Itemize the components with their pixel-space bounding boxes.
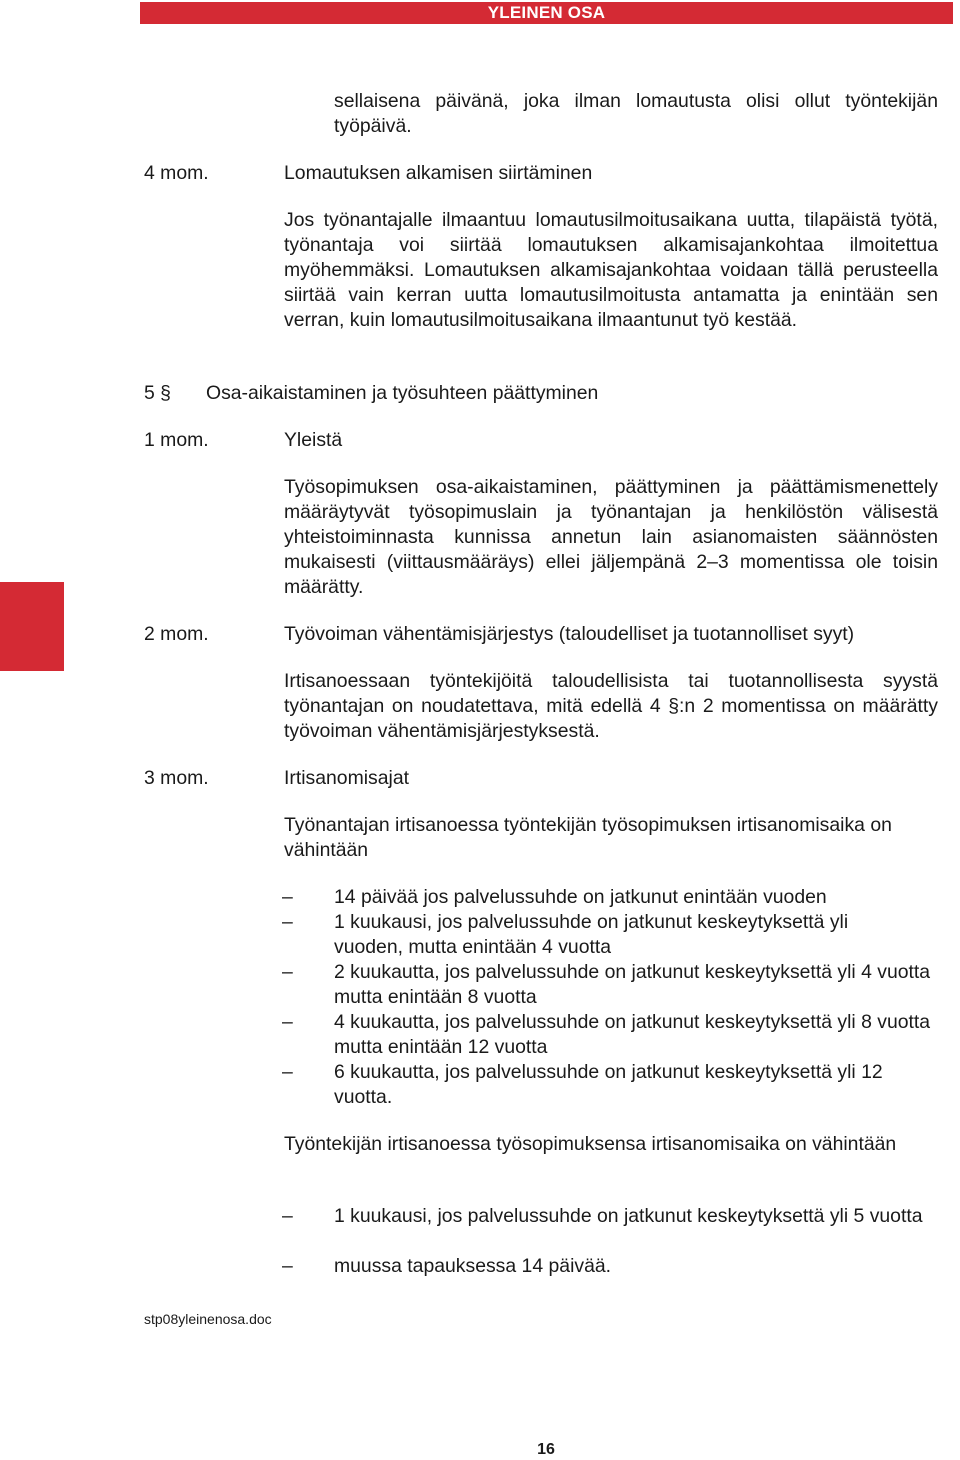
- list-dash: –: [282, 1255, 293, 1277]
- employer-notice-item: 14 päivää jos palvelussuhde on jatkunut enintään vuoden: [334, 886, 827, 908]
- list-dash: –: [282, 886, 293, 908]
- mom2-body: Irtisanoessaan työntekijöitä taloudellisista tai tuotannollisesta syystä työnantajan on noudatettava, mitä edellä 4 §:n 2 momentissa on määrätty työvoiman vähentämisjärjestyksestä.: [284, 670, 938, 742]
- header-title: YLEINEN OSA: [487, 3, 606, 22]
- section-header-bar: [140, 2, 953, 24]
- mom1-body: Työsopimuksen osa-aikaistaminen, päättyminen ja päättämismenettely määräytyvät työsopimuslain ja työnantajan ja henkilöstön välisestä yhteistoiminnasta kunnissa annetun lain asianomaisten säännösten mukaisesti (viittausmääräys) ellei jäljempänä 2–3 momentissa ole toisin määrätty.: [284, 476, 938, 598]
- mom2-title: Työvoiman vähentämisjärjestys (taloudelliset ja tuotannolliset syyt): [284, 623, 855, 645]
- list-dash: –: [282, 1061, 293, 1083]
- mom4-body: Jos työnantajalle ilmaantuu lomautusilmoitusaikana uutta, tilapäistä työtä, työnantaja voi siirtää lomautuksen alkamisajankohtaa ilmoitettua myöhemmäksi. Lomautuksen alkamisajankohtaa voidaan tällä perusteella siirtää vain kerran uutta lomautusilmoitusta antamatta ja enintään sen verran, kuin lomautusilmoitusaikana ilmaantunut työ kestää.: [284, 209, 938, 331]
- employer-notice-item: 1 kuukausi, jos palvelussuhde on jatkunut keskeytyksettä yli vuoden, mutta enintään 4 vuotta: [334, 911, 849, 958]
- employer-notice-item: 6 kuukautta, jos palvelussuhde on jatkunut keskeytyksettä yli 12 vuotta.: [334, 1061, 883, 1108]
- employee-notice-intro: Työntekijän irtisanoessa työsopimuksensa irtisanomisaika on vähintään: [284, 1133, 897, 1155]
- mom1-label: 1 mom.: [144, 429, 209, 451]
- list-dash: –: [282, 911, 293, 933]
- employer-notice-item: 4 kuukautta, jos palvelussuhde on jatkunut keskeytyksettä yli 8 vuotta mutta enintään 12 vuotta: [334, 1011, 931, 1058]
- mom4-label: 4 mom.: [144, 162, 209, 184]
- mom1-title: Yleistä: [284, 429, 343, 451]
- section5-number: 5 §: [144, 382, 171, 404]
- mom2-label: 2 mom.: [144, 623, 209, 645]
- employee-notice-item: muussa tapauksessa 14 päivää.: [334, 1255, 612, 1277]
- mom3-label: 3 mom.: [144, 767, 209, 789]
- mom3-title: Irtisanomisajat: [284, 767, 410, 789]
- page-number: 16: [537, 1441, 555, 1458]
- side-color-tab: [0, 582, 64, 671]
- employer-notice-item: 2 kuukautta, jos palvelussuhde on jatkunut keskeytyksettä yli 4 vuotta mutta enintään 8 vuotta: [334, 961, 931, 1008]
- employer-notice-intro: Työnantajan irtisanoessa työntekijän työsopimuksen irtisanomisaika on vähintään: [284, 814, 892, 861]
- continuation-paragraph: sellaisena päivänä, joka ilman lomautusta olisi ollut työntekijän työpäivä.: [334, 90, 938, 137]
- section5-title: Osa-aikaistaminen ja työsuhteen päättyminen: [206, 382, 599, 404]
- mom4-title: Lomautuksen alkamisen siirtäminen: [284, 162, 593, 184]
- list-dash: –: [282, 1011, 293, 1033]
- list-dash: –: [282, 961, 293, 983]
- employee-notice-item: 1 kuukausi, jos palvelussuhde on jatkunut keskeytyksettä yli 5 vuotta: [334, 1205, 923, 1227]
- footer-filename: stp08yleinenosa.doc: [144, 1311, 272, 1327]
- list-dash: –: [282, 1205, 293, 1227]
